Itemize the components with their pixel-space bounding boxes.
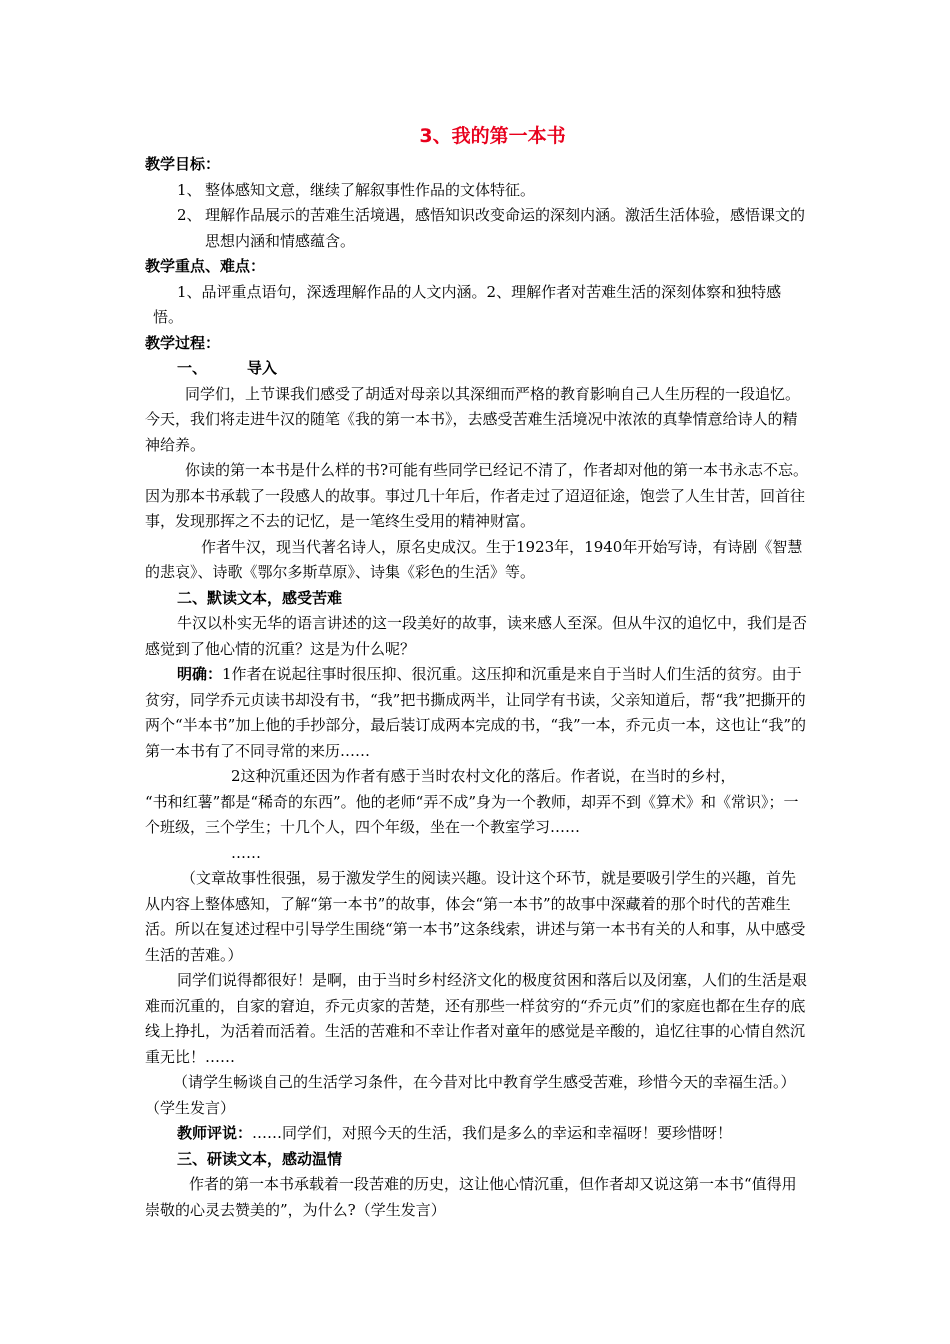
clarify-paragraph-1 [145, 662, 810, 764]
design-note: （文章故事性很强，易于激发学生的阅读兴趣。设计这个环节，就是要吸引学生的兴趣，首先从内容上整体感知，了解“第一本书”的故事，体会“第一本书”的故事中深藏着的那个时代的苦难生活。所以在复述过程中引导学生围绕“第一本书”这条线索，讲述与第一本书有关的人和事，从中感受生活的苦难。） [145, 869, 806, 964]
step-1-label: 导入 [247, 359, 278, 377]
clarify-text-1: 1作者在说起往事时很压抑、很沉重。这压抑和沉重是来自于当时人们生活的贫穷。由于贫穷，同学乔元贞读书却没有书，“我”把书撕成两半，让同学有书读，父亲知道后，帮“我”把撕开的两个“半本书”加上他的手抄部分，最后装订成两本完成的书，“我”一本，乔元贞一本，这也让“我”的第一本书有了不同寻常的来历…… [145, 665, 807, 760]
teacher-comment [145, 1121, 810, 1147]
step-3-heading: 三、研读文本，感动温情 [177, 1149, 343, 1168]
intro-paragraph-2: 你读的第一本书是什么样的书?可能有些同学已经记不清了，作者却对他的第一本书永志不忘。因为那本书承载了一段感人的故事。事过几十年后，作者走过了迢迢征途，饱尝了人生甘苦，回首往事，发现那挥之不去的记忆，是一笔终生受用的精神财富。 [145, 461, 809, 530]
author-paragraph: 作者牛汉，现当代著名诗人，原名史成汉。生于1923年，1940年开始写诗，有诗剧《智慧的悲哀》、诗歌《鄂尔多斯草原》、诗集《彩色的生活》等。 [145, 537, 803, 581]
step-1-heading [145, 356, 810, 382]
document-title: 3、我的第一本书 [419, 125, 566, 147]
reading-paragraph: 牛汉以朴实无华的语言讲述的这一段美好的故事，读来感人至深。但从牛汉的追忆中，我们是否感觉到了他心情的沉重？这是为什么呢？ [145, 614, 808, 658]
goal-number: 2、 [177, 206, 202, 224]
goal-text: 整体感知文意，继续了解叙事性作品的文体特征。 [205, 180, 536, 199]
goal-number: 1、 [177, 180, 202, 199]
study-paragraph: 作者的第一本书承载着一段苦难的历史，这让他心情沉重，但作者却又说这第一本书“值得用崇敬的心灵去赞美的”，为什么?（学生发言） [145, 1175, 797, 1219]
discussion-note: （请学生畅谈自己的生活学习条件，在今昔对比中教育学生感受苦难，珍惜今天的幸福生活。）（学生发言） [145, 1073, 796, 1117]
goal-item [145, 203, 810, 254]
keypoints-text: 1、品评重点语句，深透理解作品的人文内涵。2、理解作者对苦难生活的深刻体察和独特感悟。 [153, 282, 782, 326]
step-2-heading: 二、默读文本，感受苦难 [177, 588, 343, 607]
step-1-number: 一、 [177, 359, 208, 377]
intro-paragraph-1: 同学们，上节课我们感受了胡适对母亲以其深细而严格的教育影响自己人生历程的一段追忆。今天，我们将走进牛汉的随笔《我的第一本书》，去感受苦难生活境况中浓浓的真挚情意给诗人的精神给养。 [145, 384, 801, 454]
ellipsis-line: …… [231, 843, 261, 862]
clarify-paragraph-2-first-line: 2这种沉重还因为作者有感于当时农村文化的落后。作者说，在当时的乡村， [231, 767, 736, 785]
goals-heading: 教学目标： [145, 155, 221, 173]
clarify-paragraph-2-rest: “书和红薯”都是“稀奇的东西”。他的老师“弄不成”身为一个教师，却弄不到《算术》和《常识》；一个班级，三个学生；十几个人，四个年级，坐在一个教室学习…… [145, 792, 799, 836]
goal-text: 理解作品展示的苦难生活境遇，感悟知识改变命运的深刻内涵。激活生活体验，感悟课文的思想内涵和情感蕴含。 [205, 206, 806, 250]
comment-label: 教师评说： [177, 1124, 253, 1142]
process-heading: 教学过程： [145, 333, 221, 352]
goal-item [145, 178, 810, 204]
clarify-label: 明确： [177, 665, 223, 683]
document-body [145, 122, 810, 1223]
keypoints-heading: 教学重点、难点： [145, 257, 266, 275]
comment-text: ……同学们，对照今天的生活，我们是多么的幸运和幸福呀！要珍惜呀！ [252, 1124, 733, 1142]
summary-paragraph: 同学们说得都很好！是啊，由于当时乡村经济文化的极度贫困和落后以及闭塞，人们的生活是艰难而沉重的，自家的窘迫，乔元贞家的苦楚，还有那些一样贫穷的“乔元贞”们的家庭也都在生存的底线上挣扎，为活着而活着。生活的苦难和不幸让作者对童年的感觉是辛酸的，追忆往事的心情自然沉重无比！…… [145, 971, 808, 1066]
